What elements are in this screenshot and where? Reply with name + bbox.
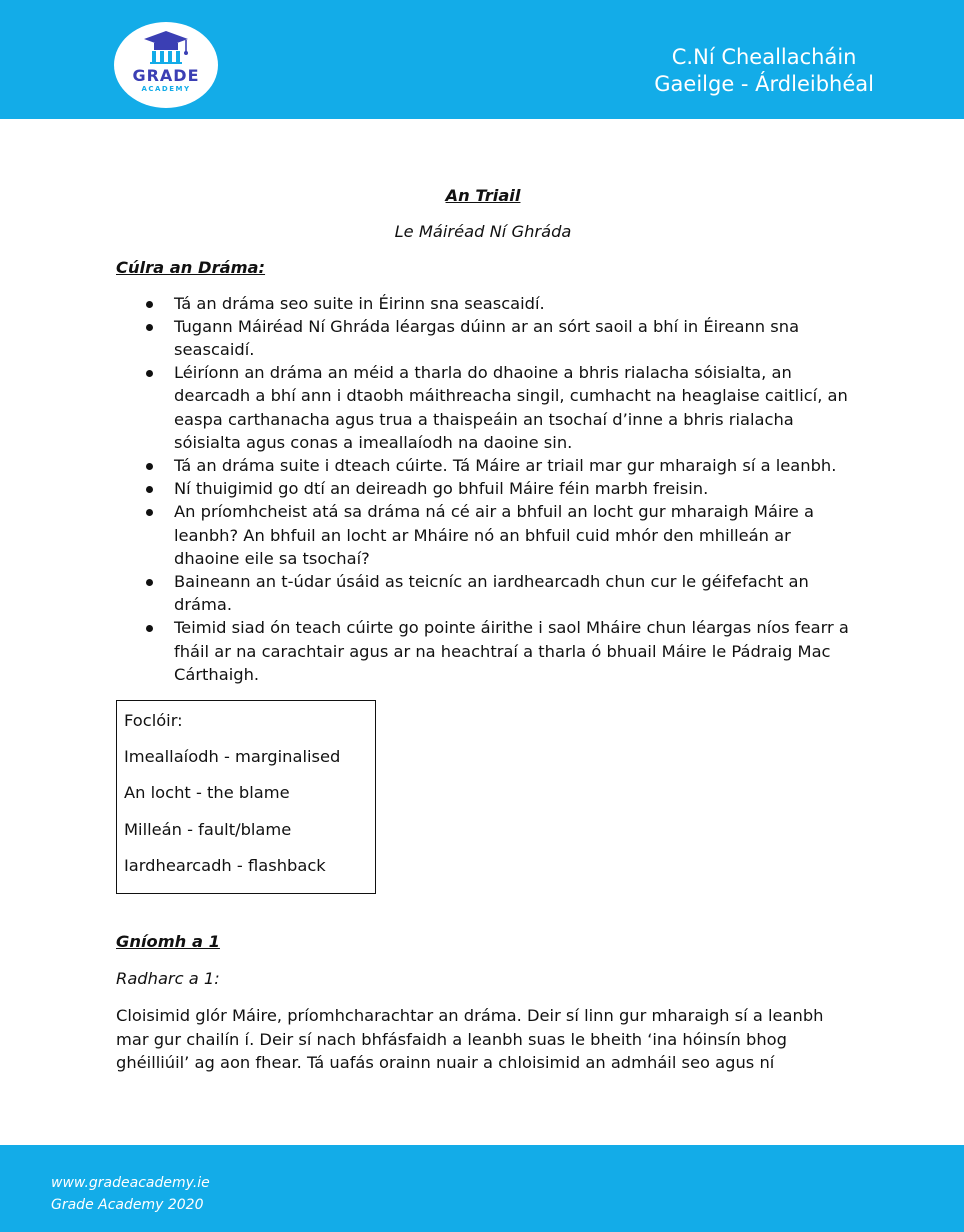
document-body bbox=[116, 184, 850, 1074]
background-bullet-list bbox=[116, 292, 850, 686]
vocabulary-item: An locht - the blame bbox=[124, 783, 290, 803]
vocabulary-box bbox=[116, 700, 376, 894]
footer-website: www.gradeacademy.ie bbox=[51, 1175, 210, 1191]
grade-academy-logo bbox=[114, 22, 218, 108]
list-item: Tá an dráma suite i dteach cúirte. Tá Máire ar triail mar gur mharaigh sí a leanbh. bbox=[116, 454, 850, 477]
logo-subword: ACADEMY bbox=[141, 85, 191, 93]
vocabulary-item: Milleán - fault/blame bbox=[124, 819, 292, 839]
document-title: An Triail bbox=[445, 186, 521, 205]
bullet-icon bbox=[146, 370, 153, 377]
logo-word: GRADE bbox=[132, 66, 200, 85]
bullet-icon bbox=[146, 579, 153, 586]
header-title-block bbox=[654, 44, 874, 98]
bullet-icon bbox=[146, 509, 153, 516]
list-item: Léiríonn an dráma an méid a tharla do dhaoine a bhris rialacha sóisialta, an dearcadh a bhí ann i dtaobh máithreacha singil, cumhacht na heaglaise caitlicí, an easpa carthanacha agus trua a thaispeáin an tsochaí d’inne a bhris rialacha sóisialta agus conas a imeallaíodh na daoine sin. bbox=[116, 361, 850, 454]
bullet-icon bbox=[146, 324, 153, 331]
page-header bbox=[0, 0, 964, 119]
bullet-icon bbox=[146, 301, 153, 308]
page-footer bbox=[0, 1145, 964, 1232]
background-heading: Cúlra an Dráma: bbox=[116, 258, 266, 278]
list-item: An príomhcheist atá sa dráma ná cé air a bhfuil an locht gur mharaigh Máire a leanbh? An bhfuil an locht ar Mháire nó an bhfuil cuid mhór den mhilleán ar dhaoine eile sa tsochaí? bbox=[116, 500, 850, 570]
list-item: Tá an dráma seo suite in Éirinn sna seascaidí. bbox=[116, 292, 850, 315]
footer-copyright: Grade Academy 2020 bbox=[51, 1197, 204, 1213]
bullet-icon bbox=[146, 625, 153, 632]
scene-heading: Radharc a 1: bbox=[116, 969, 220, 989]
header-author: C.Ní Cheallacháin bbox=[671, 45, 857, 69]
header-subject: Gaeilge - Árdleibhéal bbox=[654, 72, 874, 96]
footer-text-block bbox=[51, 1172, 210, 1216]
list-item: Baineann an t-údar úsáid as teicníc an iardhearcadh chun cur le géifefacht an dráma. bbox=[116, 570, 850, 616]
document-author: Le Máiréad Ní Ghráda bbox=[394, 222, 572, 242]
list-item: Ní thuigimid go dtí an deireadh go bhfuil Máire féin marbh freisin. bbox=[116, 477, 850, 500]
graduation-cap-icon bbox=[114, 22, 218, 108]
bullet-icon bbox=[146, 463, 153, 470]
vocabulary-item: Iardhearcadh - flashback bbox=[124, 855, 326, 875]
list-item: Teimid siad ón teach cúirte go pointe áirithe i saol Mháire chun léargas níos fearr a fháil ar na carachtair agus ar na heachtraí a tharla ó bhuail Máire le Pádraig Mac Cárthaigh. bbox=[116, 616, 850, 686]
list-item: Tugann Máiréad Ní Ghráda léargas dúinn ar an sórt saoil a bhí in Éireann sna seascaidí. bbox=[116, 315, 850, 361]
act-heading: Gníomh a 1 bbox=[116, 932, 220, 952]
vocabulary-item: Imeallaíodh - marginalised bbox=[124, 747, 341, 767]
scene-paragraph: Cloisimid glór Máire, príomhcharachtar an dráma. Deir sí linn gur mharaigh sí a leanbh mar gur chailín í. Deir sí nach bhfásfaidh a leanbh suas le bheith ‘ina hóinsín bhog ghéilliúil’ ag aon fhear. Tá uafás orainn nuair a chloisimid an admháil seo agus ní bbox=[116, 1006, 824, 1072]
vocabulary-heading: Foclóir: bbox=[124, 711, 183, 731]
bullet-icon bbox=[146, 486, 153, 493]
